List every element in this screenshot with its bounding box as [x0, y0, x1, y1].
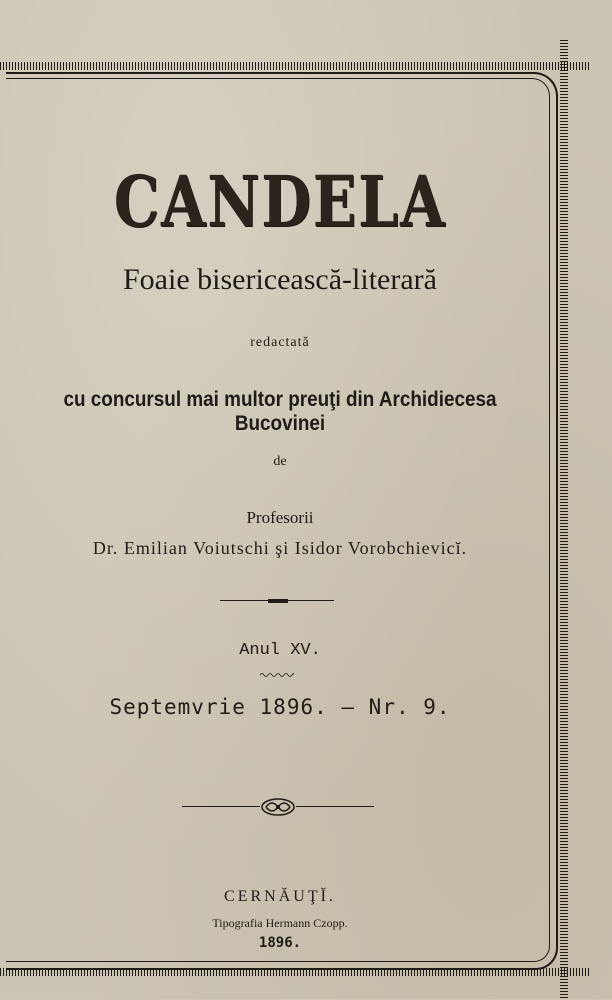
- section-divider-mark: [268, 599, 288, 603]
- printer-line: Tipografia Hermann Czopp.: [212, 916, 348, 930]
- top-decorative-rule: [0, 62, 590, 70]
- journal-subtitle: Foaie bisericească-literară: [123, 263, 437, 296]
- ornament-icon: [260, 796, 296, 818]
- right-decorative-rule: [560, 40, 568, 1000]
- authors-line: Dr. Emilian Voiutschi şi Isidor Vorobchievicĭ.: [92, 538, 468, 558]
- wavy-rule-icon: [260, 672, 294, 678]
- volume-label: Anul XV.: [239, 641, 321, 660]
- issue-line: Septemvrie 1896. — Nr. 9.: [109, 695, 451, 719]
- edited-line: redactată: [250, 335, 310, 350]
- by-line: de: [273, 454, 287, 469]
- contributors-line: cu concursul mai multor preuţi din Archidiecesa Bucovinei: [63, 388, 497, 435]
- publication-year: 1896.: [258, 935, 302, 951]
- journal-title: CANDELA: [113, 160, 447, 243]
- ornament-line-right: [296, 806, 374, 807]
- publication-city: CERNĂUŢĬ.: [224, 888, 336, 905]
- ornament-line-left: [182, 806, 260, 807]
- professors-label: Profesorii: [246, 508, 314, 527]
